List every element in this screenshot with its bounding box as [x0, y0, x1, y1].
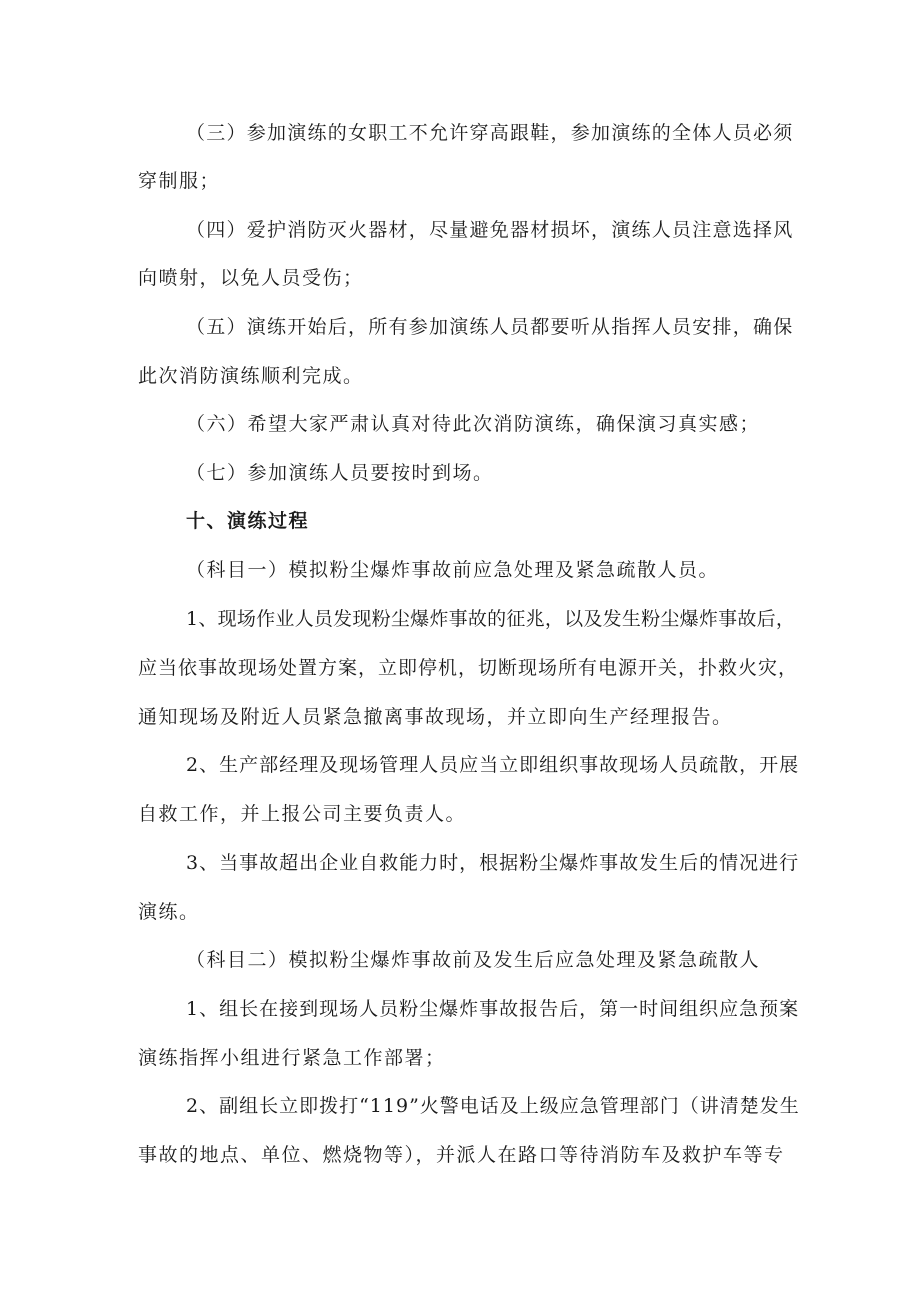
paragraph-line: （五）演练开始后，所有参加演练人员都要听从指挥人员安排，确保: [186, 316, 794, 338]
paragraph-line: （三）参加演练的女职工不允许穿高跟鞋，参加演练的全体人员必须: [186, 122, 794, 144]
paragraph-line: 通知现场及附近人员紧急撤离事故现场，并立即向生产经理报告。: [138, 706, 733, 728]
paragraph-line: 1、现场作业人员发现粉尘爆炸事故的征兆，以及发生粉尘爆炸事故后，: [186, 608, 796, 630]
paragraph-line: （七）参加演练人员要按时到场。: [186, 462, 494, 484]
paragraph-line: 此次消防演练顺利完成。: [138, 365, 364, 387]
paragraph-line: （科目二）模拟粉尘爆炸事故前及发生后应急处理及紧急疏散人: [186, 949, 761, 971]
paragraph-line: 穿制服；: [138, 170, 221, 192]
paragraph-line: 向喷射，以免人员受伤；: [138, 267, 364, 289]
paragraph-line: 2、副组长立即拨打“119”火警电话及上级应急管理部门（讲清楚发生: [186, 1095, 800, 1117]
paragraph-line: （科目一）模拟粉尘爆炸事故前应急处理及紧急疏散人员。: [186, 559, 720, 581]
paragraph-line: 演练。: [138, 901, 200, 923]
paragraph-line: 演练指挥小组进行紧急工作部署；: [138, 1047, 446, 1069]
paragraph-line: 事故的地点、单位、燃烧物等），并派人在路口等待消防车及救护车等专: [138, 1144, 785, 1166]
paragraph-line: （六）希望大家严肃认真对待此次消防演练，确保演习真实感；: [186, 413, 761, 435]
paragraph-line: 应当依事故现场处置方案，立即停机，切断现场所有电源开关，扑救火灾，: [138, 657, 799, 679]
paragraph-line: （四）爱护消防灭火器材，尽量避免器材损坏，演练人员注意选择风: [186, 219, 794, 241]
paragraph-line: 1、组长在接到现场人员粉尘爆炸事故报告后，第一时间组织应急预案: [186, 998, 800, 1020]
paragraph-line: 3、当事故超出企业自救能力时，根据粉尘爆炸事故发生后的情况进行: [186, 852, 800, 874]
paragraph-line: 2、生产部经理及现场管理人员应当立即组织事故现场人员疏散，开展: [186, 754, 800, 776]
section-heading: 十、演练过程: [186, 510, 310, 532]
paragraph-line: 自救工作，并上报公司主要负责人。: [138, 803, 467, 825]
